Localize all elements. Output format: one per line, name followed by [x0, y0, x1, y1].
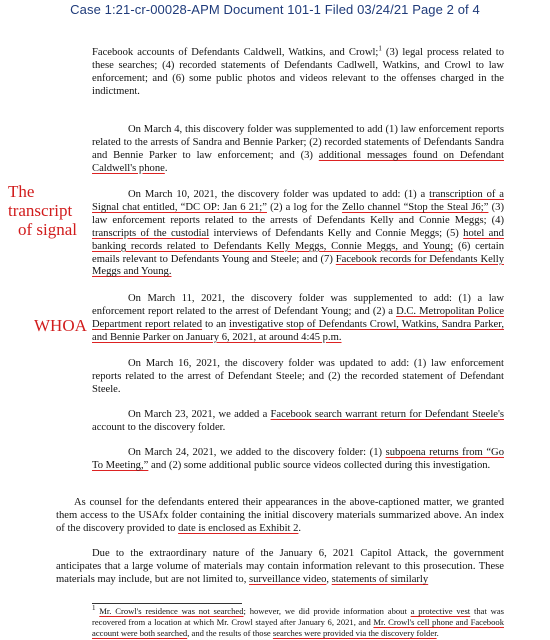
paragraph-march-24 [92, 447, 504, 473]
highlighted-text: Mr. Crowl's residence was not searched [99, 606, 244, 616]
highlighted-text: investigative stop of Defendants Crowl, Watkins, Sandra Parker, and Bennie Parker on January 6, 2021, at around 4:45 p.m. [92, 318, 505, 343]
text: Facebook accounts of Defendants Caldwell, Watkins, and Crowl; [92, 47, 379, 58]
text: On March 11, 2021, the discovery folder was supplemented to add: (1) a law enforcement report related to the arrest of Defendant Young; and (2) a [92, 293, 504, 317]
paragraph-march-4 [92, 124, 504, 176]
text: (3) legal process related to these searches; (4) recorded statements of Defendants Cadlwell, Watkins, and Crowl to law enforcement; and (6) some public photos and videos relevant to the offenses charged in the indictment. [92, 47, 504, 97]
highlighted-text: surveillance video [249, 573, 327, 585]
annotation-transcript [8, 182, 98, 239]
highlighted-text: Facebook records for Defendants Kelly Meggs and Young. [92, 253, 504, 278]
paragraph-march-23 [92, 409, 504, 435]
text: interviews of Defendants Kelly and Connie Meggs; (5) [209, 227, 464, 239]
text: to an [202, 318, 230, 330]
paragraph-march-16 [92, 358, 504, 397]
highlighted-text: a protective vest [410, 606, 471, 616]
highlighted-text: Zello channel “Stop the Steal J6;” [341, 201, 489, 213]
footnote-1 [92, 606, 504, 639]
highlighted-text: date is enclosed as Exhibit 2 [178, 522, 299, 534]
highlighted-text: D.C. Metropolitan Police Department report related [92, 305, 504, 330]
highlighted-text: searches were provided via the discovery folder [272, 628, 437, 638]
text: As counsel for the defendants entered their appearances in the above-captioned matter, we granted them access to the USAfx folder containing the initial discovery materials summarized above. An index of the discovery provided to [56, 497, 504, 534]
paragraph-capitol-attack [56, 548, 504, 587]
highlighted-text: transcripts of the custodial [92, 227, 210, 239]
text: On March 10, 2021, the discovery folder was updated to add: (1) a [128, 189, 430, 200]
annotation-line: of signal [18, 220, 78, 239]
footnote-number: 1 [92, 604, 96, 613]
highlighted-text: Facebook search warrant return for Defendant Steele's [270, 409, 504, 420]
highlighted-text: statements of similarly [331, 573, 429, 585]
text: account to the discovery folder. [92, 421, 226, 433]
highlighted-text: transcription of a Signal chat entitled, “DC OP: Jan 6 21;” [92, 189, 504, 213]
text: (2) a log for the [266, 201, 342, 213]
text: On March 4, this discovery folder was supplemented to add (1) law enforcement reports related to the arrests of Sandra and Bennie Parker; (2) recorded statements of Defendants Sandra and Bennie Parker to law enforcement; and (3) [92, 124, 504, 161]
annotation-line: The transcript [8, 182, 73, 220]
text: . [298, 522, 302, 534]
text: On March 23, 2021, we added a [128, 409, 271, 420]
paragraph-counsel-access [56, 497, 504, 536]
footnote-ref: 1 [378, 44, 382, 53]
text: On March 24, 2021, we added to the discovery folder: (1) [128, 447, 386, 458]
highlighted-text: hotel and banking records related to Defendants Kelly Meggs, Connie Meggs, and Young; [92, 227, 504, 252]
highlighted-text: Mr. Crowl's cell phone and Facebook account were both searched [92, 617, 504, 638]
text: (6) certain emails relevant to Defendants Young and Steele; and (7) [92, 240, 505, 265]
text: . [164, 162, 168, 174]
text: ; however, we did provide information about [243, 606, 411, 616]
text: Due to the extraordinary nature of the January 6, 2021 Capitol Attack, the government anticipates that a large volume of materials may contain information relevant to this prosecution. These materials may include, but are not limited to, [56, 548, 504, 585]
text: On March 16, 2021, the discovery folder was updated to add: (1) law enforcement reports related to the arrest of Defendant Steele; and (2) the recorded statement of Defendant Steele. [92, 358, 504, 395]
highlighted-text: additional messages found on Defendant Caldwell's phone [92, 149, 504, 174]
text: , [326, 573, 332, 585]
paragraph-1 [92, 44, 504, 99]
paragraph-march-10 [92, 189, 504, 279]
paragraph-march-11 [92, 293, 504, 345]
case-header: Case 1:21-cr-00028-APM Document 101-1 Filed 03/24/21 Page 2 of 4 [70, 2, 480, 17]
text: , and the results of those [187, 628, 273, 638]
text: . [436, 628, 439, 638]
highlighted-text: subpoena returns from “Go To Meeting,” [92, 447, 504, 471]
text: that was recovered from a location at which Mr. Crowl stayed after January 6, 2021, and [92, 606, 504, 627]
annotation-whoa [34, 316, 87, 335]
text: and (2) some additional public source videos collected during this investigation. [148, 459, 491, 471]
text: (3) law enforcement reports related to the arrests of Defendants Kelly and Connie Meggs; (4) [92, 201, 504, 226]
footnote-divider [92, 603, 242, 604]
annotation-line: WHOA [34, 316, 87, 335]
